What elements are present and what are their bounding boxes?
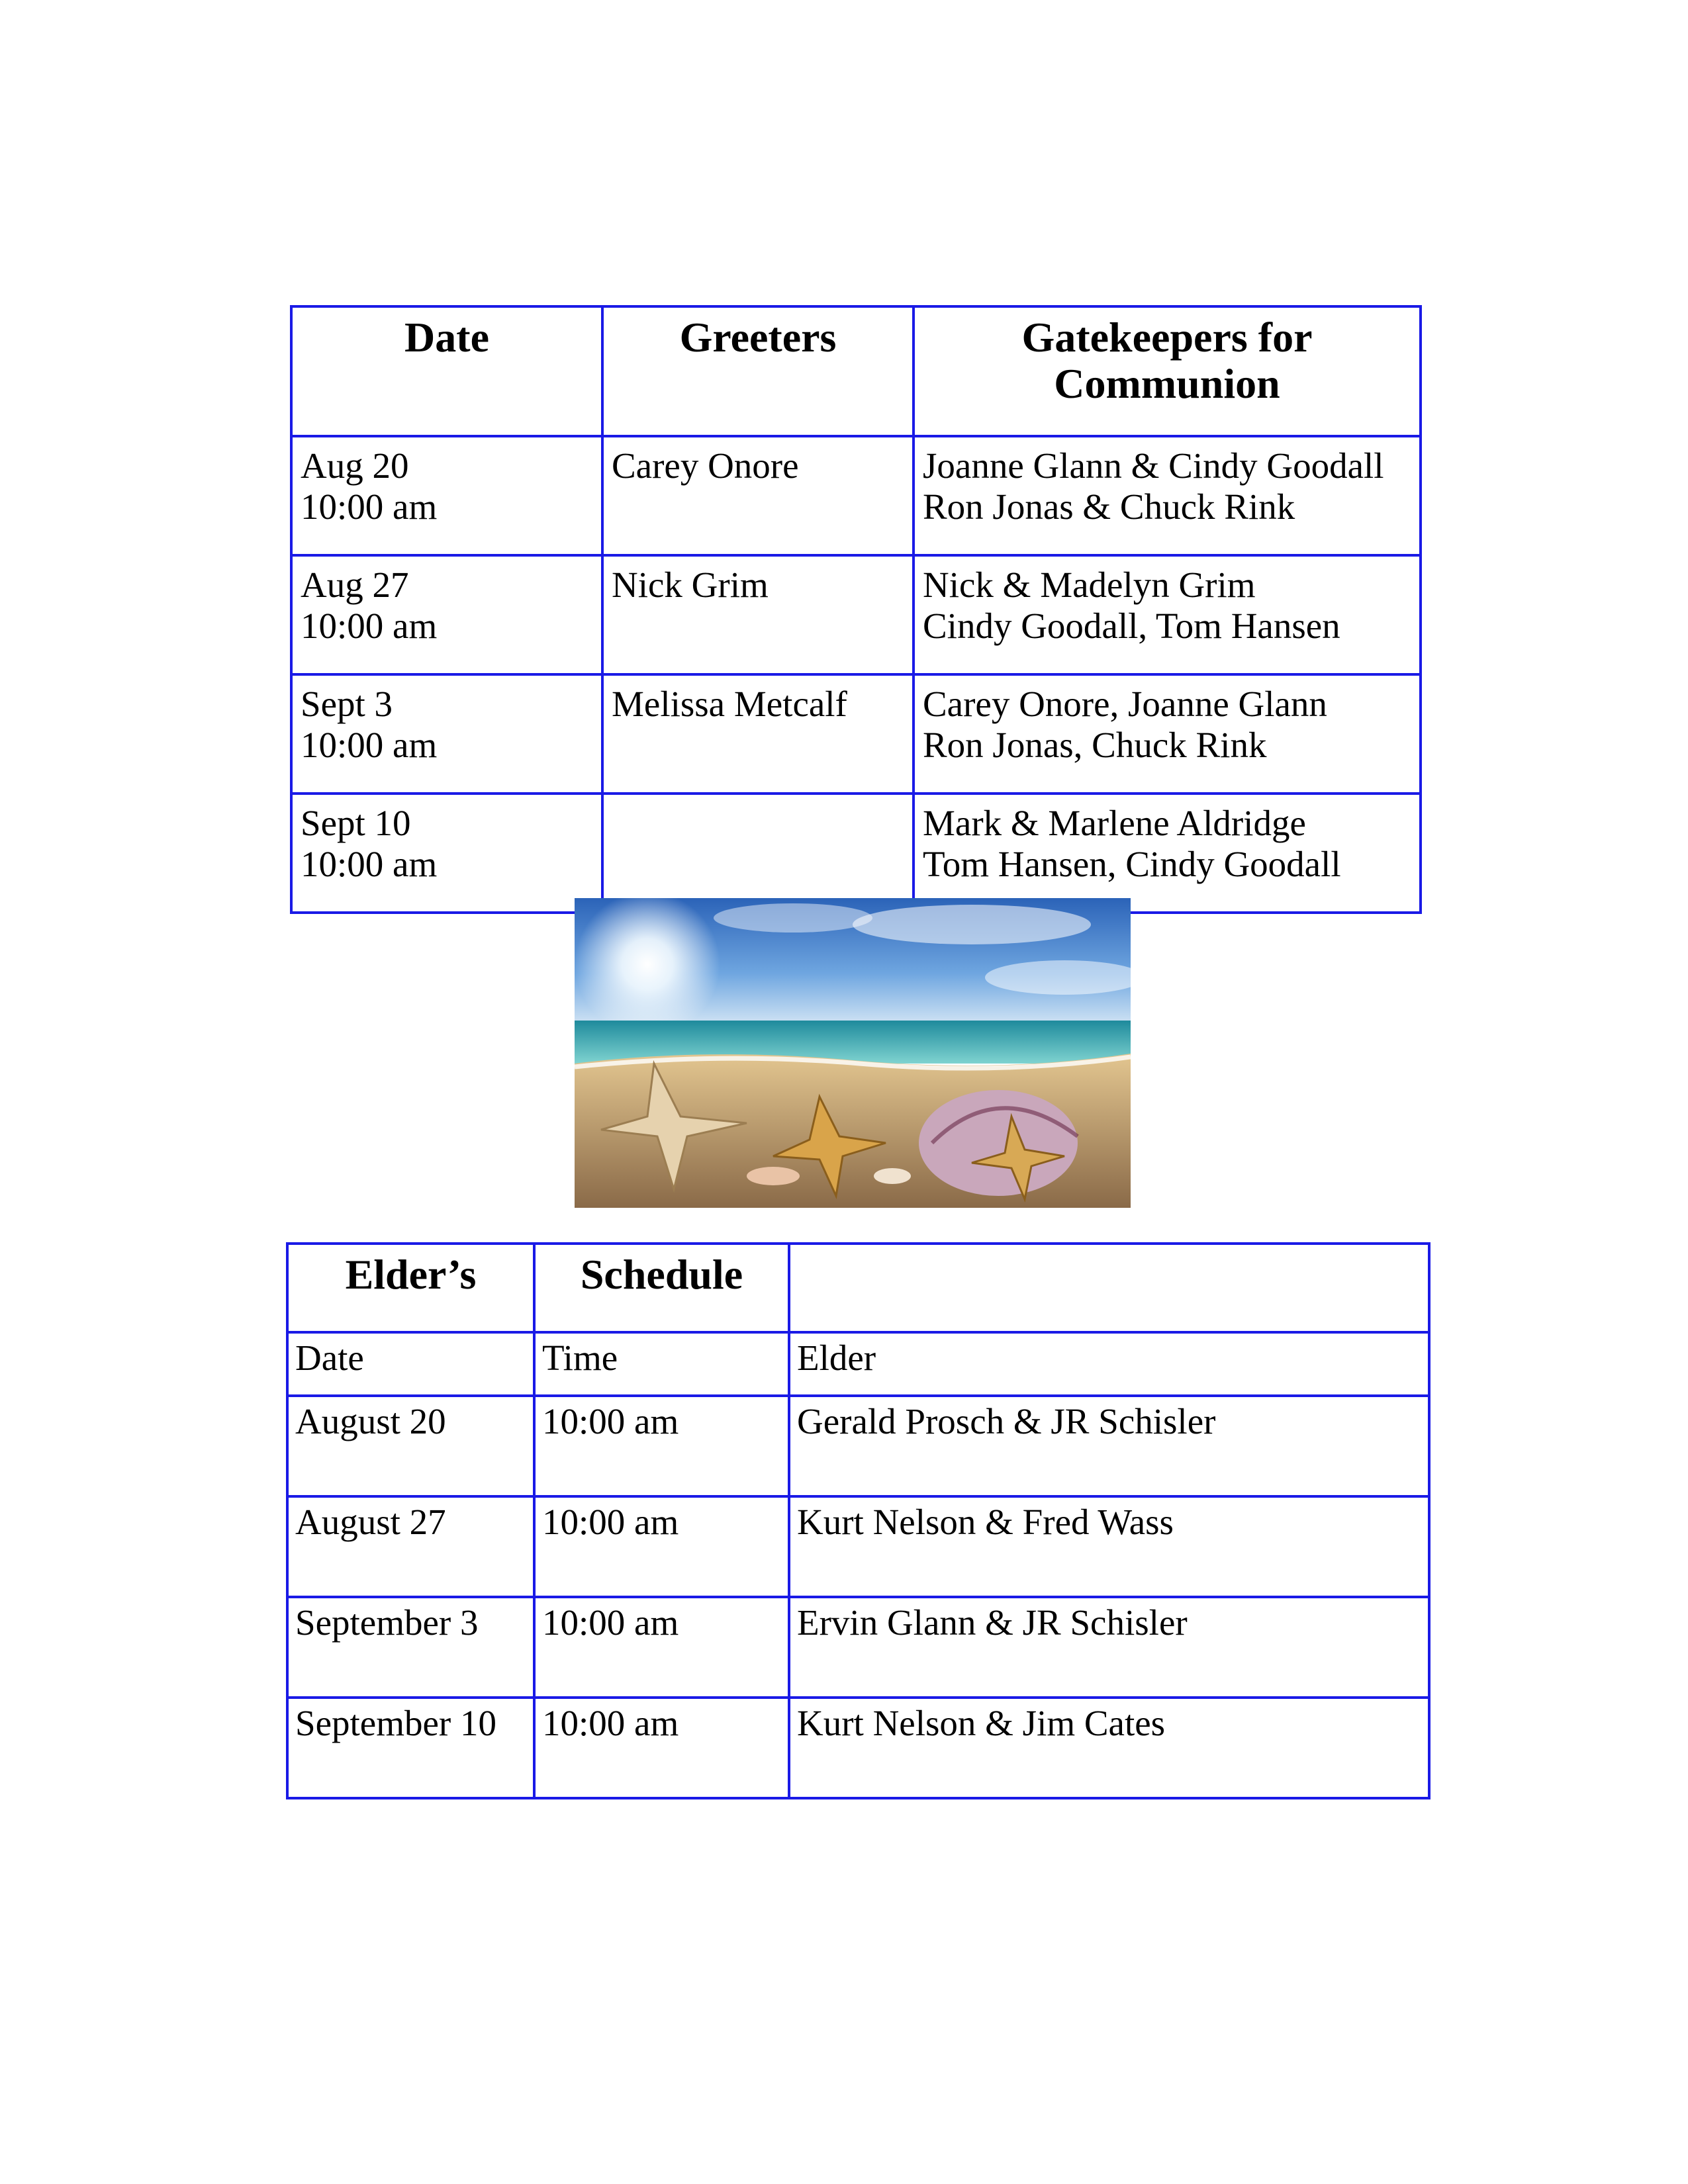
time-cell: 10:00 am xyxy=(534,1698,789,1798)
elder-cell: Gerald Prosch & JR Schisler xyxy=(789,1396,1429,1496)
elder-cell: Kurt Nelson & Fred Wass xyxy=(789,1496,1429,1597)
gatekeepers-cell: Mark & Marlene Aldridge Tom Hansen, Cindy Goodall xyxy=(914,794,1421,913)
ushers-table xyxy=(290,305,1422,914)
table-row xyxy=(291,436,1421,555)
table-row xyxy=(291,674,1421,794)
greeter-cell: Carey Onore xyxy=(602,436,914,555)
gatekeepers-cell: Joanne Glann & Cindy Goodall Ron Jonas & Chuck Rink xyxy=(914,436,1421,555)
greeter-cell: Melissa Metcalf xyxy=(602,674,914,794)
table-row xyxy=(291,555,1421,674)
title-empty xyxy=(789,1244,1429,1332)
date-cell: September 3 xyxy=(287,1597,534,1698)
column-header-elder: Elder xyxy=(789,1332,1429,1396)
gatekeepers-cell: Nick & Madelyn Grim Cindy Goodall, Tom Hansen xyxy=(914,555,1421,674)
title-schedule: Schedule xyxy=(534,1244,789,1332)
greeter-cell: Nick Grim xyxy=(602,555,914,674)
table-row xyxy=(287,1496,1429,1597)
time-cell: 10:00 am xyxy=(534,1396,789,1496)
column-header-date: Date xyxy=(287,1332,534,1396)
header-date: Date xyxy=(291,306,602,436)
beach-illustration xyxy=(575,898,1131,1208)
table-row xyxy=(291,794,1421,913)
time-cell: 10:00 am xyxy=(534,1597,789,1698)
date-cell: Sept 3 10:00 am xyxy=(291,674,602,794)
table-row xyxy=(287,1698,1429,1798)
title-elders: Elder’s xyxy=(287,1244,534,1332)
date-cell: Sept 10 10:00 am xyxy=(291,794,602,913)
column-header-time: Time xyxy=(534,1332,789,1396)
time-cell: 10:00 am xyxy=(534,1496,789,1597)
table-row xyxy=(287,1396,1429,1496)
elder-cell: Ervin Glann & JR Schisler xyxy=(789,1597,1429,1698)
table-header-row xyxy=(291,306,1421,436)
header-greeters: Greeters xyxy=(602,306,914,436)
date-cell: Aug 27 10:00 am xyxy=(291,555,602,674)
date-cell: August 27 xyxy=(287,1496,534,1597)
column-header-row xyxy=(287,1332,1429,1396)
elders-schedule-table xyxy=(286,1242,1430,1799)
table-title-row xyxy=(287,1244,1429,1332)
gatekeepers-cell: Carey Onore, Joanne Glann Ron Jonas, Chuck Rink xyxy=(914,674,1421,794)
date-cell: Aug 20 10:00 am xyxy=(291,436,602,555)
greeter-cell xyxy=(602,794,914,913)
beach-image xyxy=(575,898,1131,1208)
header-gatekeepers: Gatekeepers for Communion xyxy=(914,306,1421,436)
date-cell: September 10 xyxy=(287,1698,534,1798)
elder-cell: Kurt Nelson & Jim Cates xyxy=(789,1698,1429,1798)
table-row xyxy=(287,1597,1429,1698)
date-cell: August 20 xyxy=(287,1396,534,1496)
